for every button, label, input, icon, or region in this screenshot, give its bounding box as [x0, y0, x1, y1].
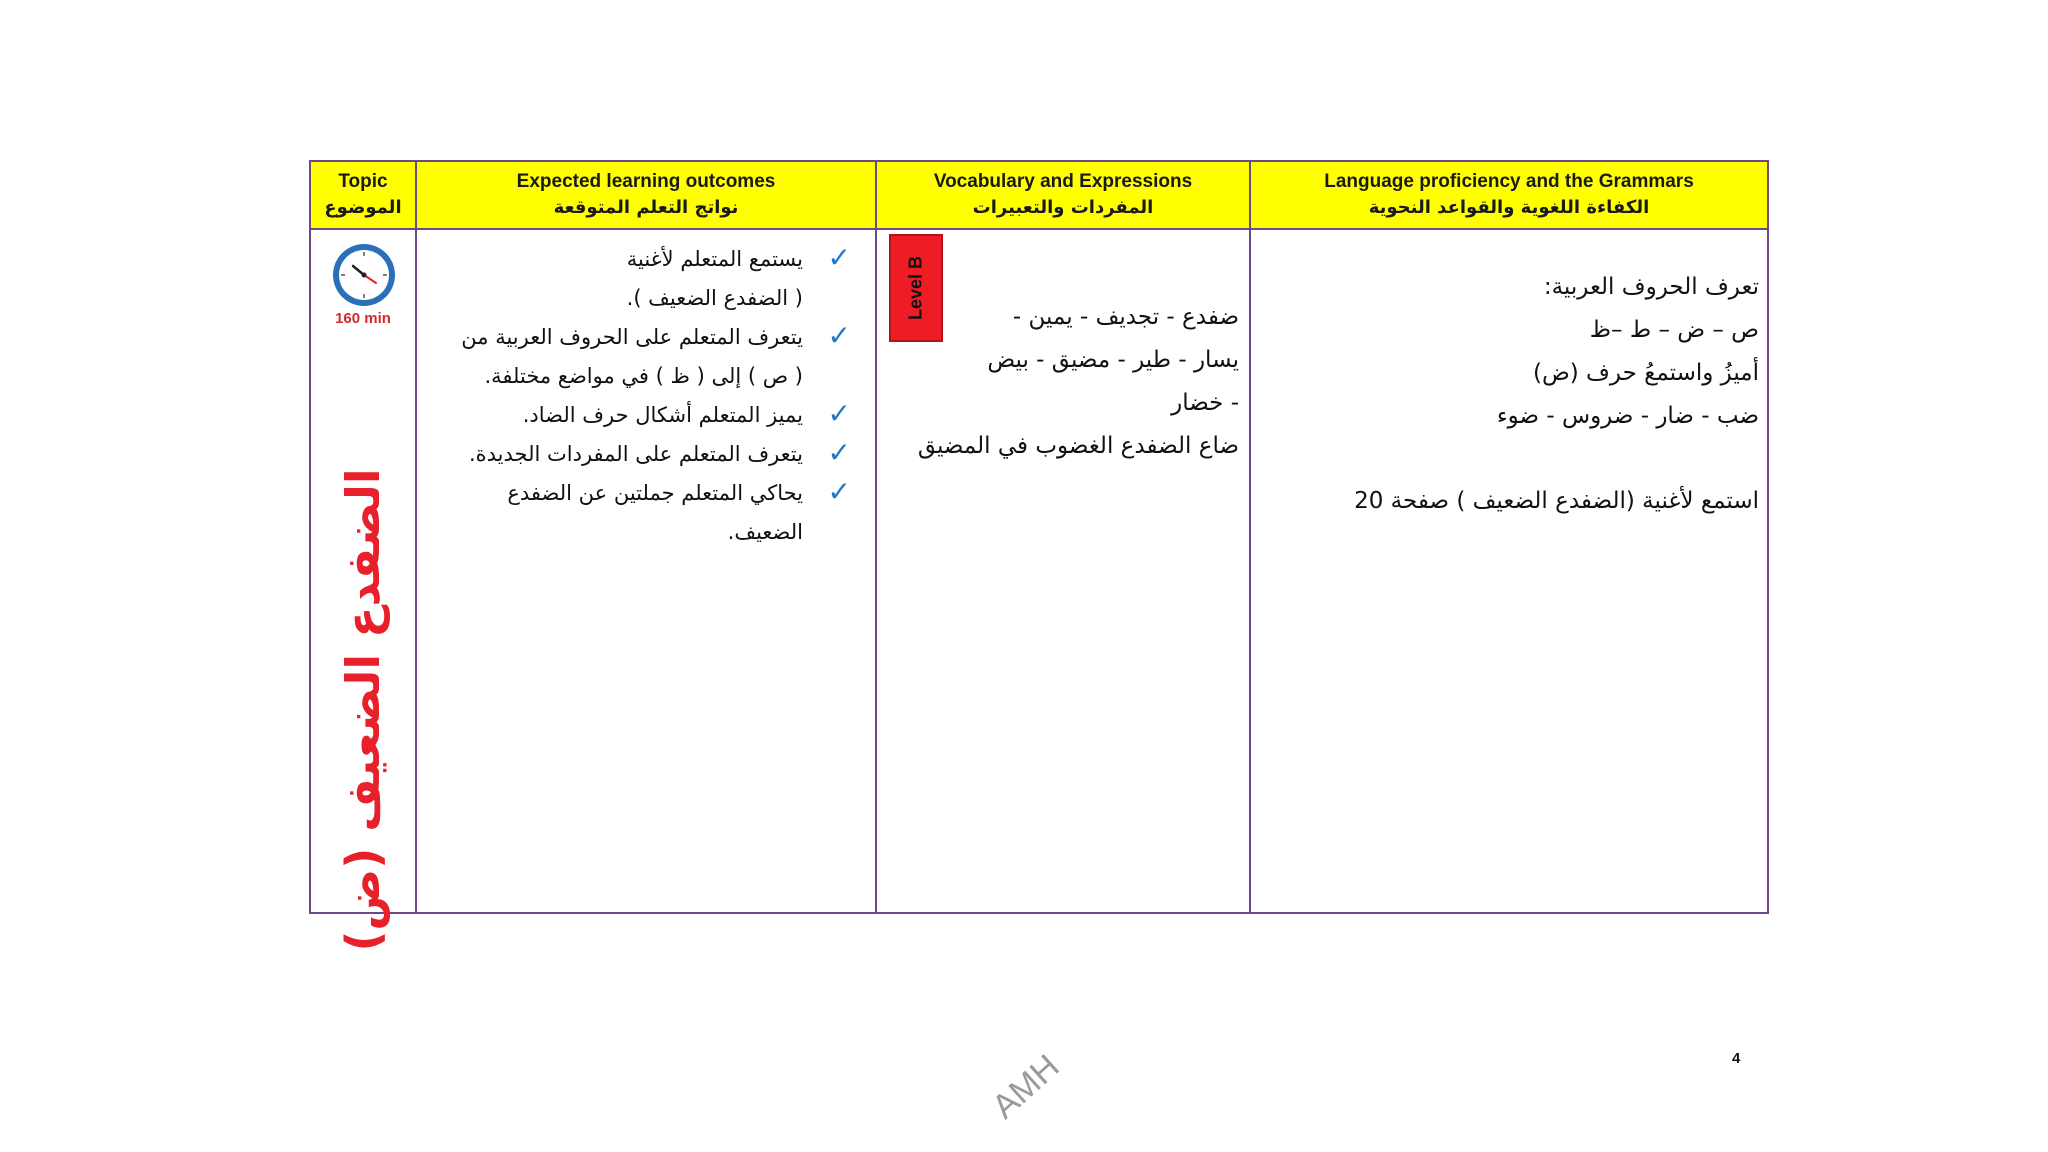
header-grammar-en: Language proficiency and the Grammars — [1324, 171, 1694, 192]
outcome-line: يستمع المتعلم لأغنية — [626, 247, 803, 271]
vocab-line: ضاع الضفدع الغضوب في المضيق — [917, 433, 1239, 459]
clock-icon — [331, 242, 397, 308]
content-row — [310, 229, 1768, 913]
outcome-item — [433, 240, 851, 318]
grammar-line: تعرف الحروف العربية: — [1543, 274, 1759, 300]
header-vocab — [876, 161, 1250, 229]
outcome-line: يتعرف المتعلم على المفردات الجديدة. — [468, 442, 803, 466]
outcome-item — [433, 396, 851, 435]
spacer — [1279, 438, 1759, 480]
vocab-line: ضفدع - تجديف - يمين - — [1012, 304, 1239, 330]
checkmark-icon: ✓ — [827, 397, 851, 430]
outcome-line: ( الضفدع الضعيف ). — [626, 286, 803, 310]
duration-label: 160 min — [335, 310, 391, 327]
header-outcomes-ar: نواتج التعلم المتوقعة — [553, 197, 739, 218]
checkmark-icon: ✓ — [827, 436, 851, 469]
checkmark-icon: ✓ — [827, 241, 851, 274]
vocab-cell — [876, 229, 1250, 913]
vocab-line: - خضار — [1171, 390, 1239, 416]
header-topic-en: Topic — [338, 171, 388, 192]
grammar-line: ضب - ضار - ضروس - ضوء — [1496, 403, 1759, 429]
grammar-song-line: استمع لأغنية (الضفدع الضعيف ) صفحة 20 — [1354, 488, 1759, 514]
level-badge-label: Level B — [905, 255, 926, 321]
outcomes-cell — [416, 229, 876, 913]
topic-title: الضفدع الضعيف (ض) — [336, 468, 390, 952]
header-outcomes — [416, 161, 876, 229]
outcome-line: يتعرف المتعلم على الحروف العربية من — [461, 325, 803, 349]
outcome-item — [433, 435, 851, 474]
page-number: 4 — [1732, 1050, 1741, 1067]
header-row — [310, 161, 1768, 229]
topic-cell — [310, 229, 416, 952]
header-grammar-ar: الكفاءة اللغوية والقواعد النحوية — [1368, 197, 1650, 218]
outcome-line: الضعيف. — [727, 520, 803, 544]
grammar-cell — [1250, 229, 1768, 913]
outcomes-list — [433, 240, 851, 552]
outcome-line: ( ص ) إلى ( ظ ) في مواضع مختلفة. — [484, 364, 803, 388]
grammar-line: أميزُ واستمعُ حرف (ض) — [1532, 360, 1759, 386]
lesson-plan-table — [309, 160, 1769, 952]
checkmark-icon: ✓ — [827, 475, 851, 508]
watermark: AMH — [985, 1047, 1067, 1127]
checkmark-icon: ✓ — [827, 319, 851, 352]
header-outcomes-en: Expected learning outcomes — [516, 171, 776, 192]
outcome-line: يحاكي المتعلم جملتين عن الضفدع — [507, 481, 803, 505]
header-topic-ar: الموضوع — [324, 197, 402, 218]
vocab-list — [909, 296, 1239, 468]
header-vocab-ar: المفردات والتعبيرات — [972, 197, 1154, 218]
vocab-line: يسار - طير - مضيق - بيض — [987, 347, 1239, 373]
header-grammar — [1250, 161, 1768, 229]
grammar-line: ص – ض – ط –ظ — [1589, 317, 1759, 343]
outcome-item — [433, 318, 851, 396]
grammar-list — [1279, 266, 1759, 523]
outcome-line: يميز المتعلم أشكال حرف الضاد. — [522, 403, 803, 427]
header-vocab-en: Vocabulary and Expressions — [933, 171, 1193, 192]
outcome-item — [433, 474, 851, 552]
header-topic — [310, 161, 416, 229]
